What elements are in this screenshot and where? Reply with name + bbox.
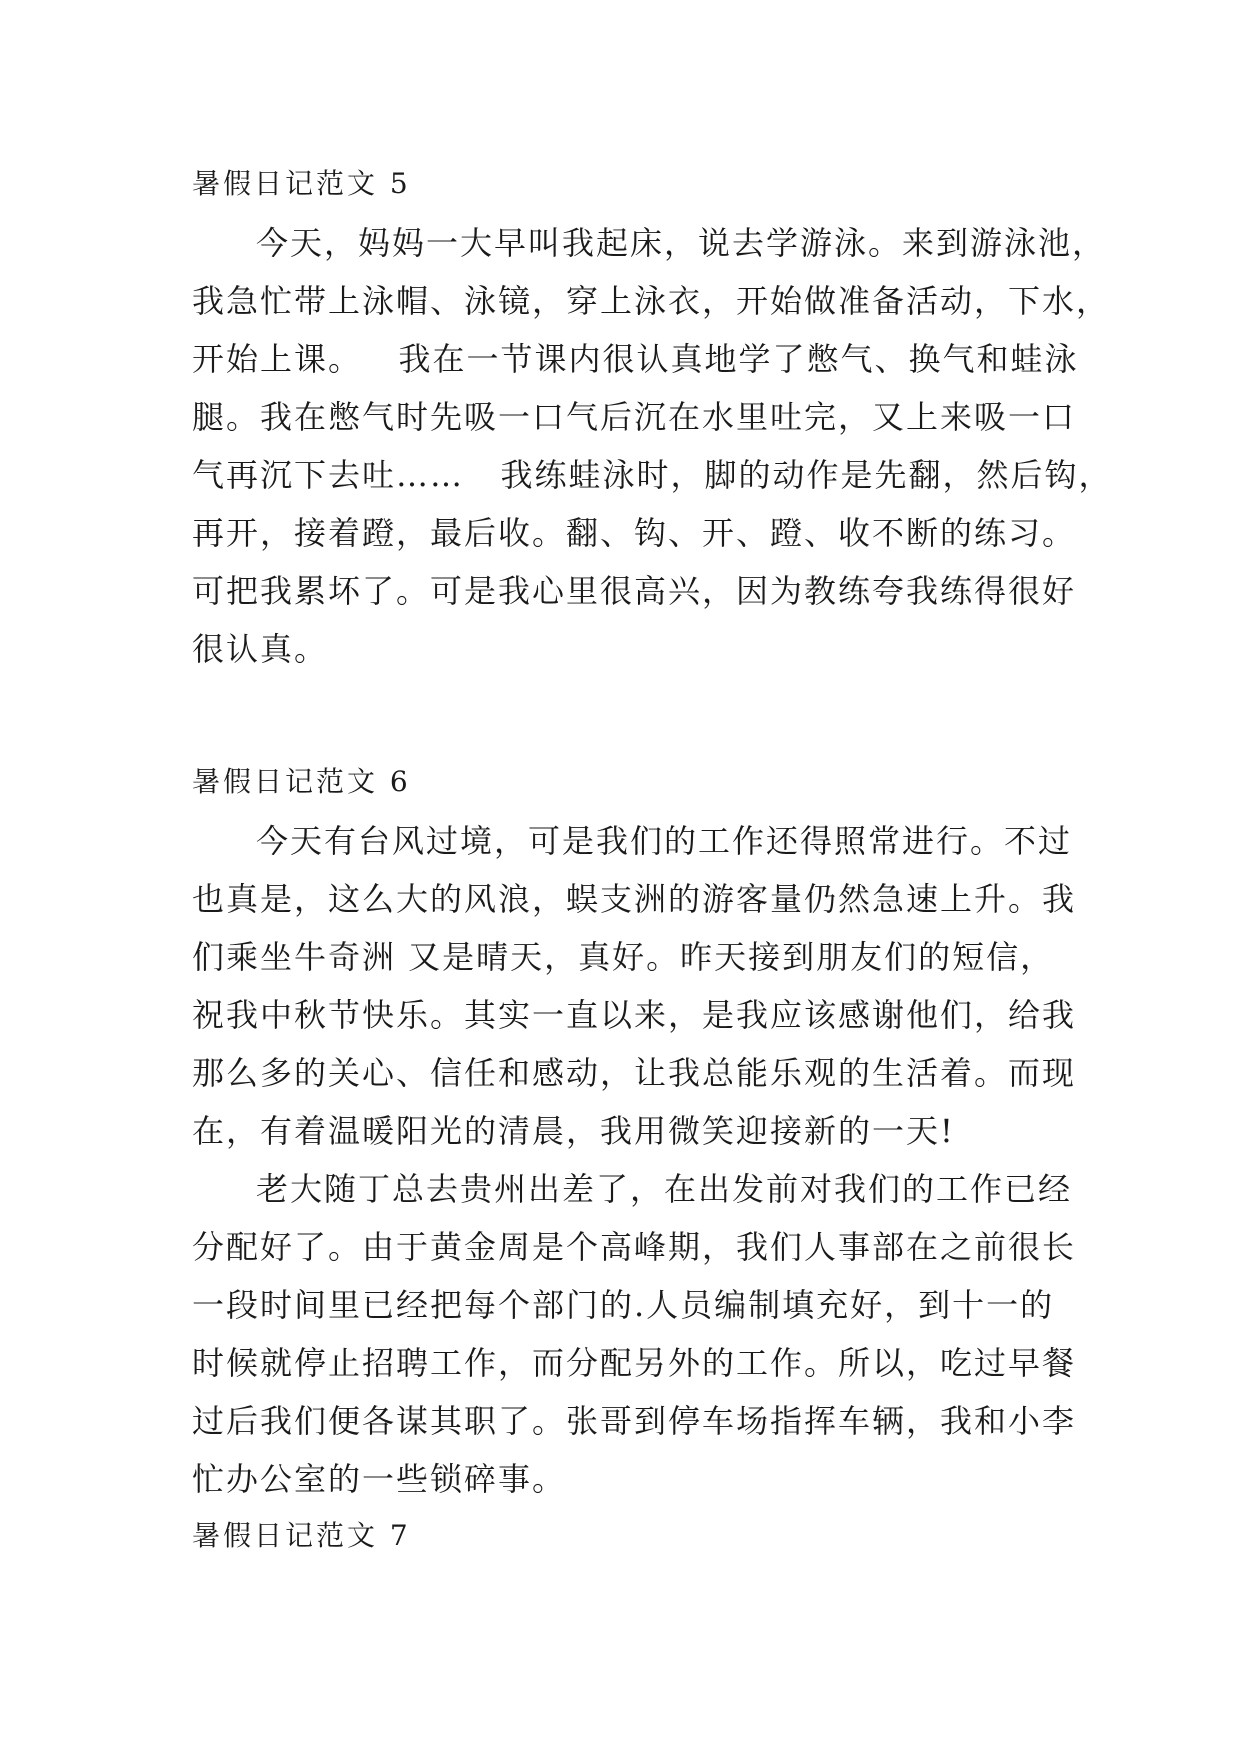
text-line: 今天，妈妈一大早叫我起床，说去学游泳。来到游泳池，	[256, 224, 1107, 262]
text-line: 在，有着温暖阳光的清晨，我用微笑迎接新的一天!	[192, 1112, 955, 1150]
text-line: 今天有台风过境，可是我们的工作还得照常进行。不过	[256, 822, 1073, 860]
paragraph	[192, 1160, 1077, 1508]
section-heading-7: 暑假日记范文 7	[192, 1519, 411, 1552]
paragraph	[192, 214, 1113, 678]
text-line: 忙办公室的一些锁碎事。	[192, 1460, 567, 1498]
text-line: 再开，接着蹬，最后收。翻、钩、开、蹬、收不断的练习。	[192, 514, 1077, 552]
text-line: 祝我中秋节快乐。其实一直以来，是我应该感谢他们，给我	[192, 996, 1077, 1034]
text-line: 那么多的关心、信任和感动，让我总能乐观的生活着。而现	[192, 1054, 1077, 1092]
text-line: 可把我累坏了。可是我心里很高兴，因为教练夸我练得很好	[192, 572, 1077, 610]
text-line: 我急忙带上泳帽、泳镜，穿上泳衣，开始做准备活动，下水，	[192, 282, 1111, 320]
document-page	[192, 162, 1113, 1558]
text-line: 分配好了。由于黄金周是个高峰期，我们人事部在之前很长	[192, 1228, 1077, 1266]
section-heading-6: 暑假日记范文 6	[192, 765, 411, 798]
text-line: 一段时间里已经把每个部门的.人员编制填充好，到十一的	[192, 1286, 1055, 1324]
section-spacer	[192, 678, 1072, 760]
text-line: 过后我们便各谋其职了。张哥到停车场指挥车辆，我和小李	[192, 1402, 1077, 1440]
text-line: 老大随丁总去贵州出差了，在出发前对我们的工作已经	[256, 1170, 1073, 1208]
text-line: 时候就停止招聘工作，而分配另外的工作。所以，吃过早餐	[192, 1344, 1077, 1382]
text-line: 也真是，这么大的风浪，蜈支洲的游客量仍然急速上升。我	[192, 880, 1077, 918]
paragraph	[192, 812, 1077, 1160]
text-line: 开始上课。 我在一节课内很认真地学了憋气、换气和蛙泳	[192, 340, 1079, 378]
text-line: 们乘坐牛奇洲 又是晴天，真好。昨天接到朋友们的短信，	[192, 938, 1055, 976]
text-line: 腿。我在憋气时先吸一口气后沉在水里吐完，又上来吸一口	[192, 398, 1077, 436]
text-line: 很认真。	[192, 630, 329, 668]
section-heading-5: 暑假日记范文 5	[192, 167, 411, 200]
text-line: 气再沉下去吐…… 我练蛙泳时，脚的动作是先翻，然后钩，	[192, 456, 1113, 494]
